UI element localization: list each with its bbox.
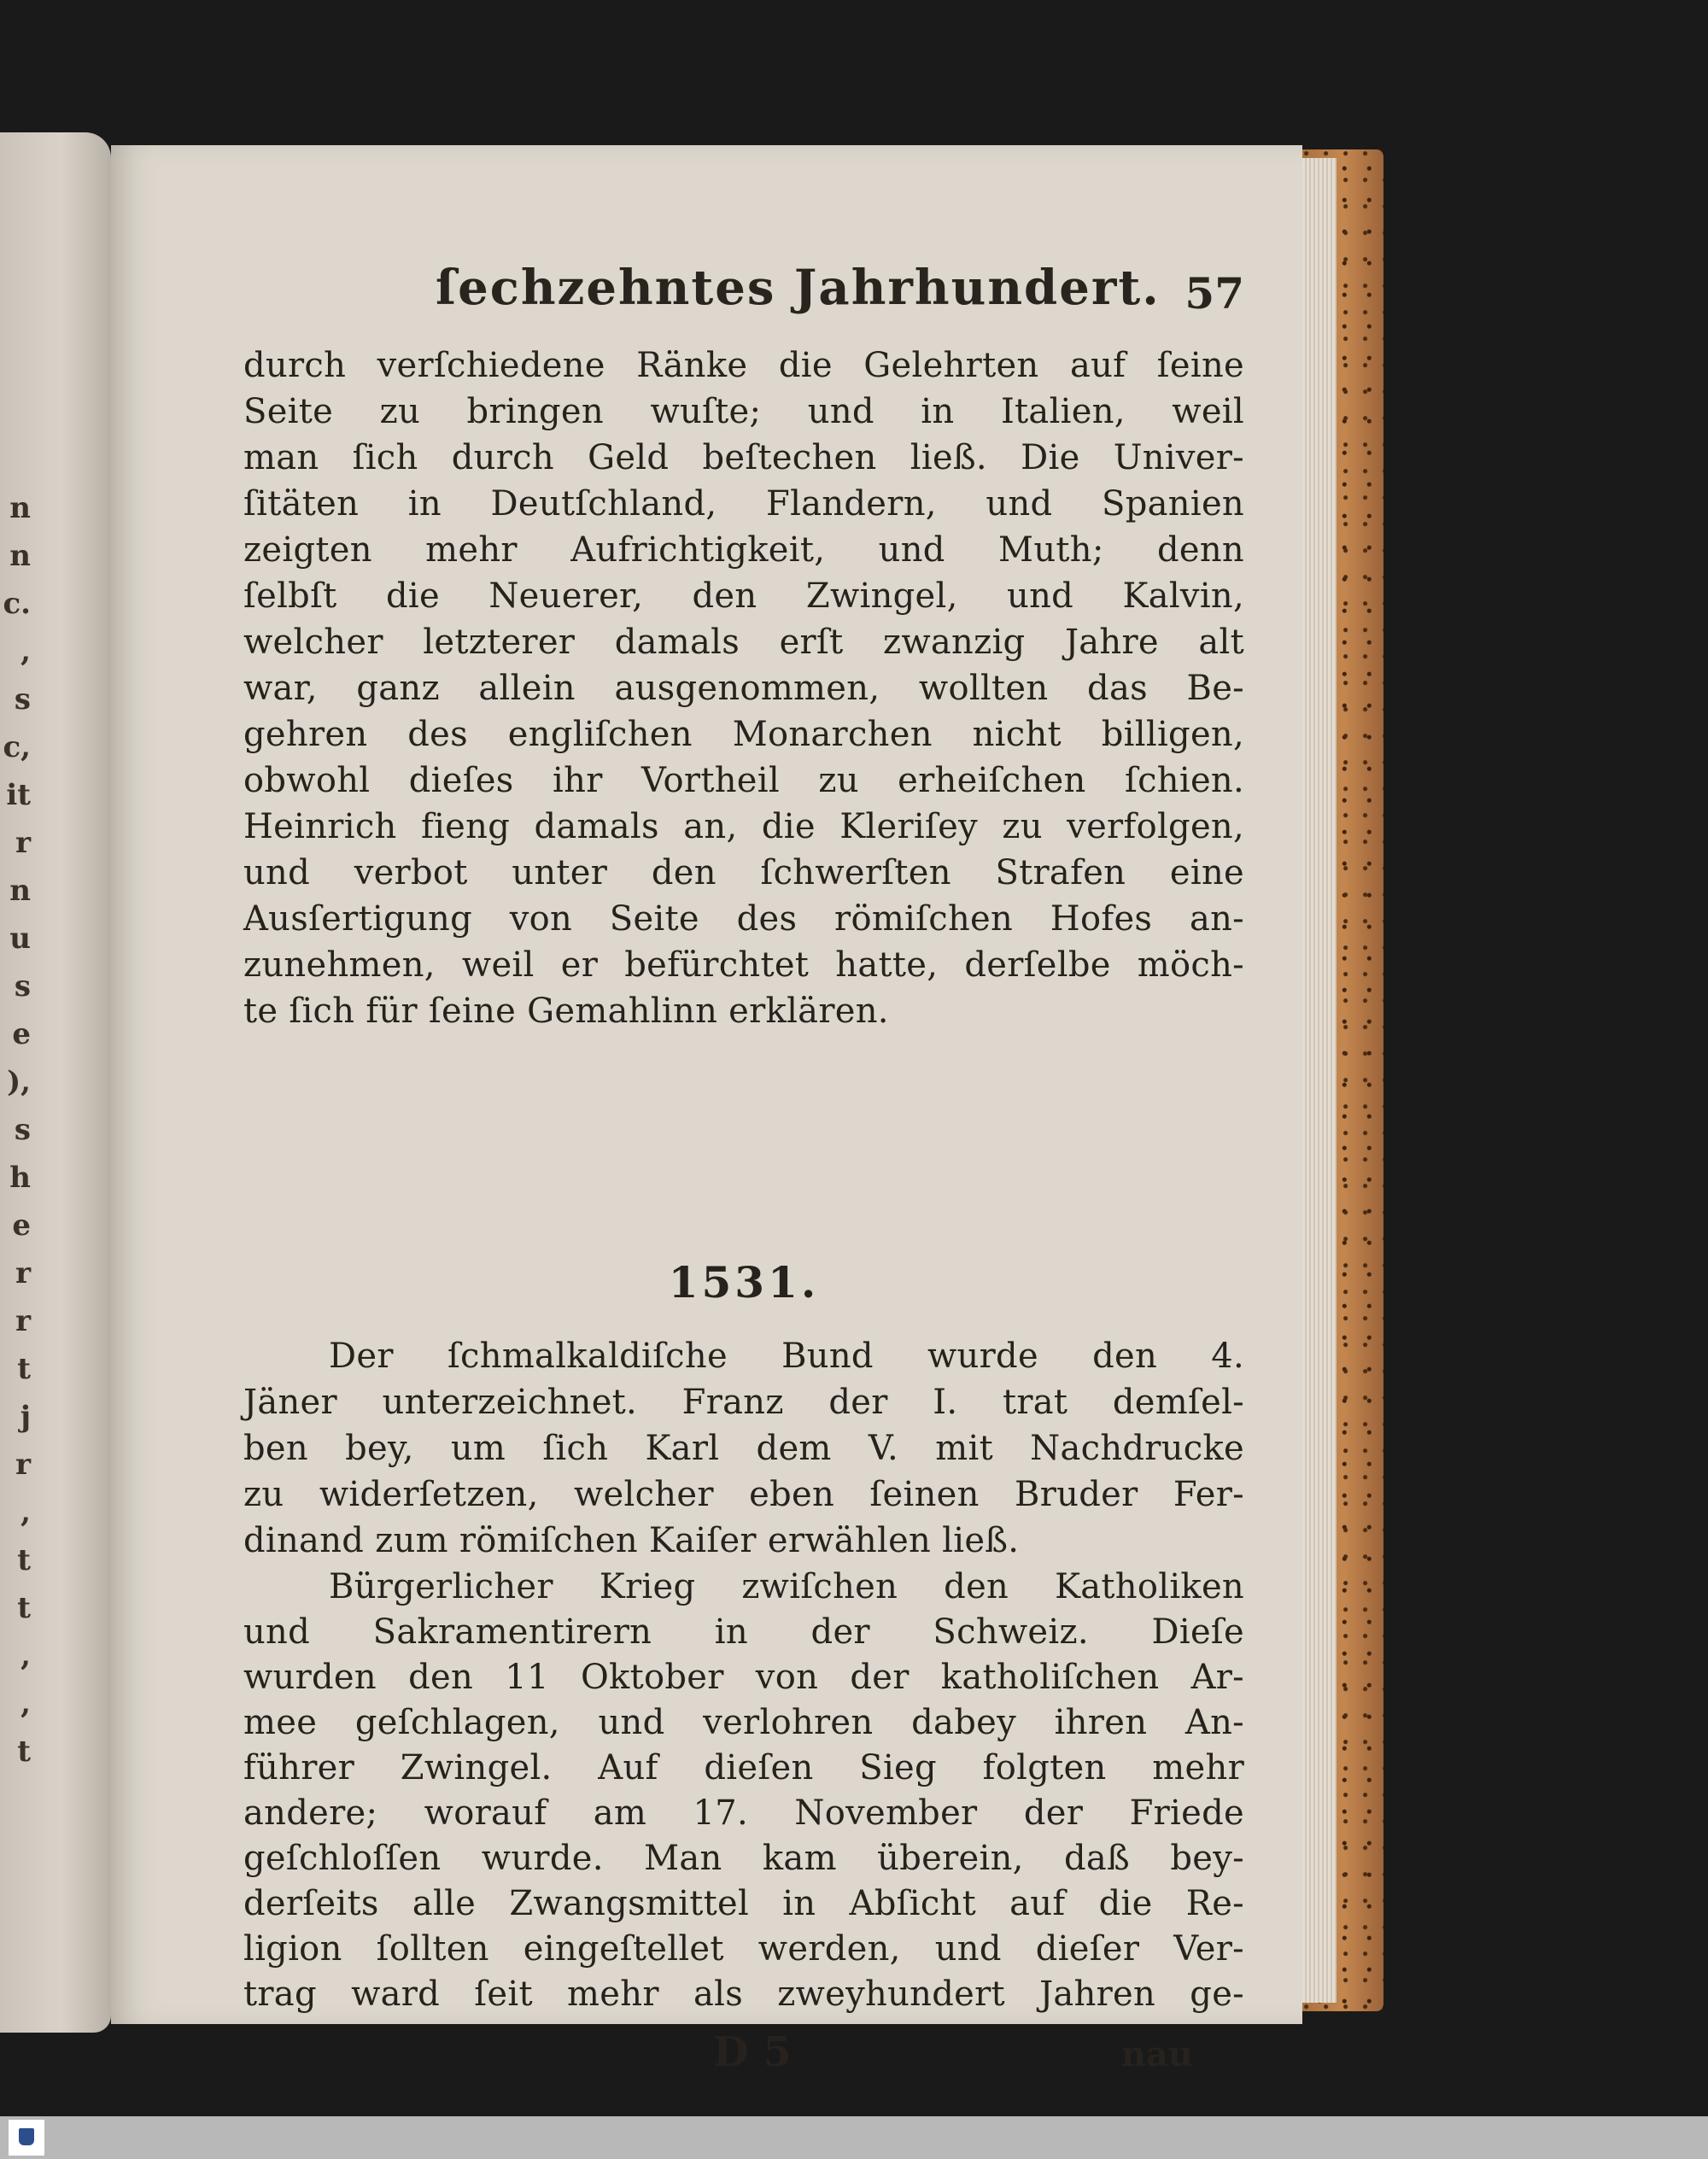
left-page-glyph: n	[9, 539, 31, 573]
left-page-glyph: h	[9, 1161, 31, 1195]
left-page-glyph: e	[12, 1017, 31, 1051]
text-line: Heinrich fieng damals an, die Kleriſey zu verfolgen,	[243, 807, 1244, 846]
left-page-glyph: r	[15, 1448, 31, 1482]
text-line: zu widerſetzen, welcher eben ſeinen Bruder Fer-	[243, 1475, 1244, 1514]
text-line: Seite zu bringen wuſte; und in Italien, weil	[243, 392, 1244, 431]
left-page-glyph: t	[17, 1352, 31, 1386]
left-page-glyph: c,	[3, 730, 31, 764]
left-page-glyph: r	[15, 1256, 31, 1290]
text-line: ligion ſollten eingeſtellet werden, und dieſer Ver-	[243, 1929, 1244, 1969]
text-line: ſitäten in Deutſchland, Flandern, und Spanien	[243, 484, 1244, 524]
text-line: obwohl dieſes ihr Vortheil zu erheiſchen ſchien.	[243, 761, 1244, 800]
left-page-glyph: e	[12, 1208, 31, 1243]
text-line: führer Zwingel. Auf dieſen Sieg folgten mehr	[243, 1748, 1244, 1787]
text-line: mee geſchlagen, und verlohren dabey ihren An-	[243, 1703, 1244, 1742]
text-line: wurden den 11 Oktober von der katholiſchen Ar-	[243, 1658, 1244, 1697]
text-line: andere; worauf am 17. November der Friede	[243, 1793, 1244, 1833]
library-logo-icon	[19, 2128, 34, 2145]
text-line: Ausſertigung von Seite des römiſchen Hofes an-	[243, 899, 1244, 939]
left-page-glyph: t	[17, 1543, 31, 1577]
text-line: zeigten mehr Aufrichtigkeit, und Muth; denn	[243, 530, 1244, 570]
text-line: dinand zum römiſchen Kaiſer erwählen ließ.	[243, 1521, 1020, 1560]
left-page-glyph: ),	[7, 1065, 31, 1099]
text-line: trag ward ſeit mehr als zweyhundert Jahren ge-	[243, 1975, 1244, 2014]
year-heading: 1531.	[668, 1257, 820, 1308]
text-line: und Sakramentirern in der Schweiz. Dieſe	[243, 1612, 1244, 1652]
left-page-glyph: j	[20, 1400, 31, 1434]
text-line: Der ſchmalkaldiſche Bund wurde den 4.	[329, 1337, 1244, 1376]
left-page-edge	[0, 132, 111, 2033]
left-page-glyph: ,	[20, 635, 31, 669]
text-line: man ſich durch Geld beſtechen ließ. Die Univer-	[243, 438, 1244, 477]
left-page-glyph: u	[9, 922, 31, 956]
left-page-glyph: s	[14, 969, 31, 1003]
left-page-glyph: r	[15, 826, 31, 860]
text-line: ſelbſt die Neuerer, den Zwingel, und Kalvin,	[243, 576, 1244, 616]
signature-mark: D 5	[713, 2028, 792, 2076]
text-line: und verbot unter den ſchwerſten Strafen eine	[243, 853, 1244, 892]
text-line: te ſich für ſeine Gemahlinn erklären.	[243, 992, 889, 1031]
left-page-glyph: r	[15, 1304, 31, 1338]
page-number: 57	[1184, 268, 1244, 319]
catchword: nau	[1120, 2034, 1193, 2074]
left-page-glyph: ,	[20, 1687, 31, 1721]
text-line: derſeits alle Zwangsmittel in Abſicht auf die Re-	[243, 1884, 1244, 1923]
text-line: durch verſchiedene Ränke die Gelehrten auf ſeine	[243, 346, 1244, 385]
left-page-text-fragments	[0, 491, 31, 1782]
text-line: Jäner unterzeichnet. Franz der I. trat demſel-	[243, 1383, 1244, 1422]
text-line: welcher letzterer damals erſt zwanzig Jahre alt	[243, 623, 1244, 662]
left-page-glyph: c.	[3, 587, 31, 621]
left-page-glyph: t	[17, 1591, 31, 1625]
left-page-glyph: ,	[20, 1495, 31, 1530]
text-line: gehren des engliſchen Monarchen nicht billigen,	[243, 715, 1244, 754]
text-line: ben bey, um ſich Karl dem V. mit Nachdrucke	[243, 1429, 1244, 1468]
library-logo	[9, 2120, 44, 2156]
running-head-title: ſechzehntes Jahrhundert.	[436, 260, 1161, 316]
text-line: war, ganz allein ausgenommen, wollten das Be-	[243, 669, 1244, 708]
left-page-glyph: it	[6, 778, 31, 812]
left-page-glyph: n	[9, 874, 31, 908]
left-page-glyph: s	[14, 1113, 31, 1147]
text-line: Bürgerlicher Krieg zwiſchen den Katholiken	[329, 1567, 1244, 1606]
left-page-glyph: s	[14, 682, 31, 717]
text-line: geſchloſſen wurde. Man kam überein, daß bey-	[243, 1839, 1244, 1878]
book-page	[111, 145, 1302, 2076]
running-head	[243, 256, 1244, 328]
left-page-glyph: t	[17, 1735, 31, 1769]
left-page-glyph: n	[9, 491, 31, 525]
viewer-footer-bar	[0, 2116, 1708, 2159]
left-page-glyph: ,	[20, 1639, 31, 1673]
text-line: zunehmen, weil er befürchtet hatte, derſelbe möch-	[243, 945, 1244, 985]
